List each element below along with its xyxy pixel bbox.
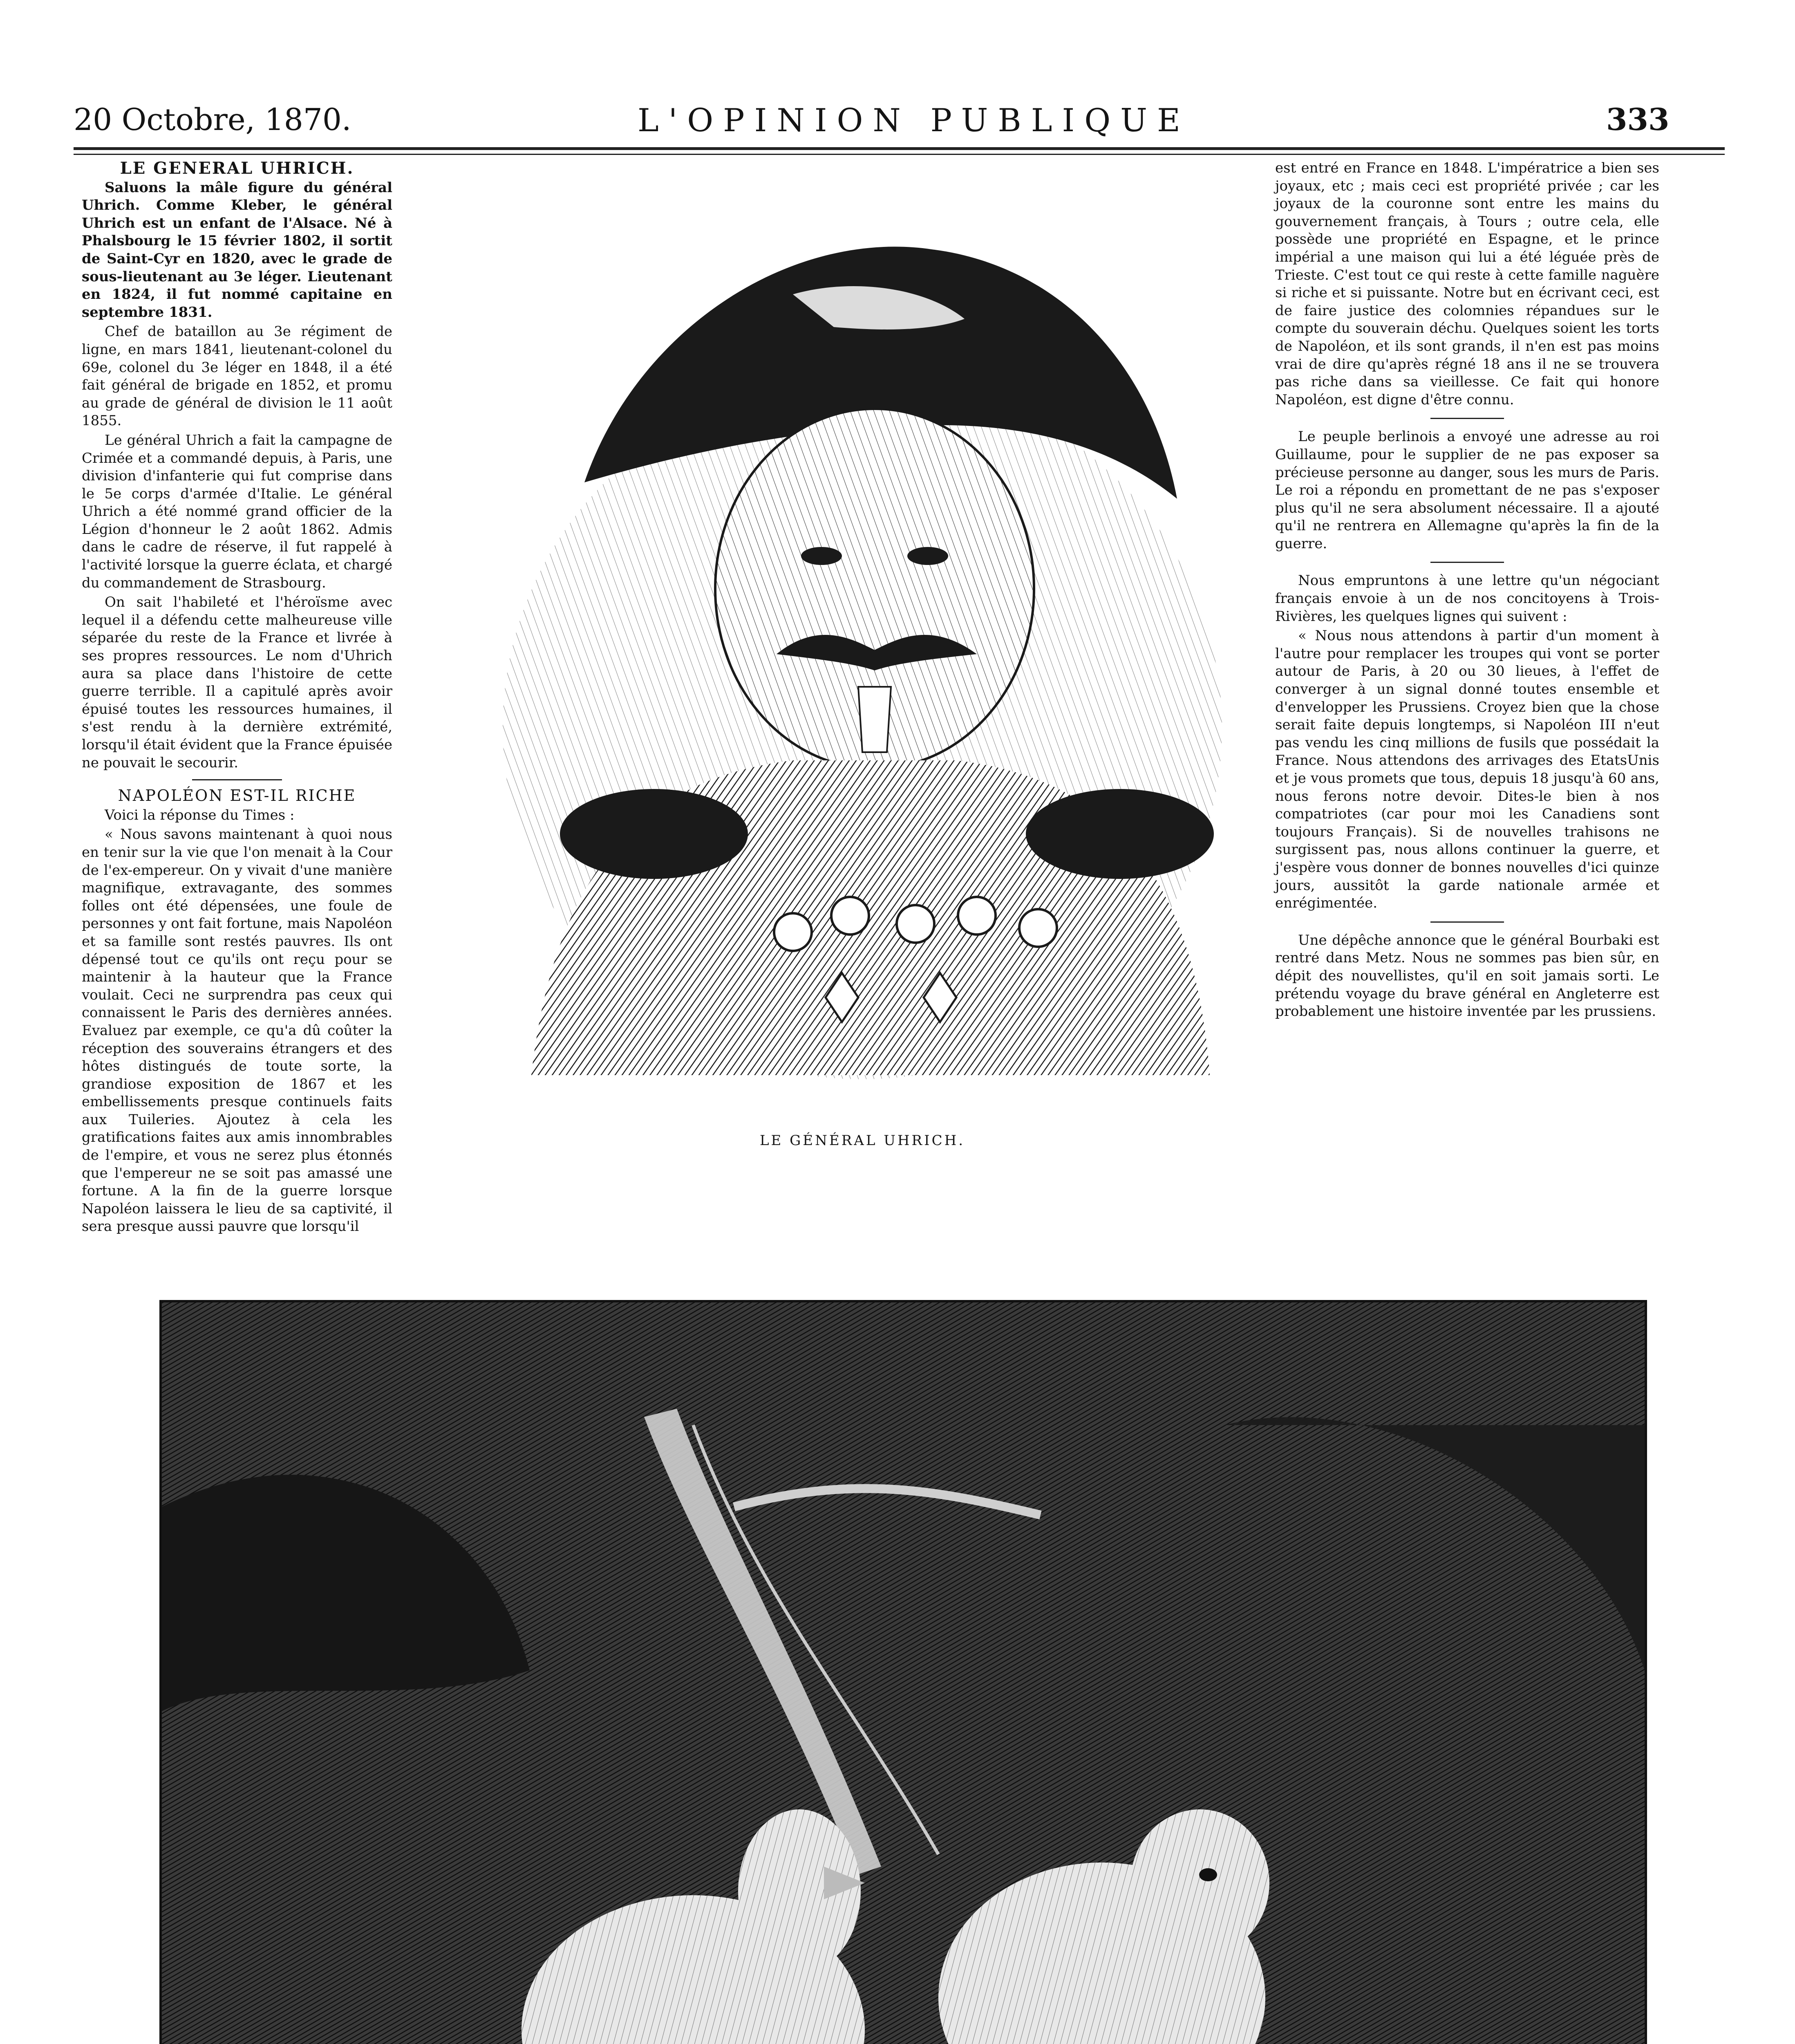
- article-paragraph: Une dépêche annonce que le général Bourbaki est rentré dans Metz. Nous ne sommes pas bien sûr, en dépit des nouvellistes, qu'il en soit jamais sorti. Le prétendu voyage du brave général en Angleterre est probablement une histoire inventée par les prussiens.: [1275, 932, 1659, 1020]
- page-number: 333: [1606, 102, 1670, 137]
- article-paragraph: On sait l'habileté et l'héroïsme avec lequel il a défendu cette malheureuse ville séparée du reste de la France et livrée à ses propres ressources. Le nom d'Uhrich aura sa place dans l'histoire de cette guerre terrible. Il a capitulé après avoir épuisé toutes les ressources humaines, il s'est rendu à la dernière extrémité, lorsqu'il était évident que la France épuisée ne pouvait le secourir.: [82, 594, 392, 771]
- article-quote: « Nous savons maintenant à quoi nous en tenir sur la vie que l'on menait à la Cour de l'ex-empereur. On y vivait d'une manière magnifique, extravagante, des sommes folles ont été dépensées, une foule de personnes y ont fait fortune, mais Napoléon et sa famille sont restés pauvres. Ils ont dépensé tout ce qu'ils ont reçu pour se maintenir à la hauteur que la France voulait. Ceci ne surprendra pas ceux qui connaissent le Paris des dernières années. Evaluez par exemple, ce qu'a dû coûter la réception des souverains étrangers et des hôtes distingués de toute sorte, la grandiose exposition de 1867 et les embellissements presque continuels faits aux Tuileries. Ajoutez à cela les gratifications faites aux amis innombrables de l'empire, et vous ne serez plus étonnés que l'empereur ne se soit pas amassé une fortune. A la fin de la guerre lorsque Napoléon laissera le lieu de sa captivité, il sera presque aussi pauvre que lorsqu'il: [82, 826, 392, 1235]
- section-divider: [1430, 921, 1504, 923]
- article-paragraph: Chef de bataillon au 3e régiment de ligne, en mars 1841, lieutenant-colonel du 69e, colonel du 3e léger en 1848, il a été fait général de brigade en 1852, et promu au grade de général de division le 11 août 1855.: [82, 323, 392, 429]
- masthead-rule: [74, 147, 1725, 150]
- section-divider: [1430, 418, 1504, 419]
- letter-quote: « Nous nous attendons à partir d'un moment à l'autre pour remplacer les troupes qui vont se porter autour de Paris, à 20 ou 30 lieues, à l'effet de converger à un signal donné toutes ensemble et d'envelopper les Prussiens. Croyez bien que la chose serait faite depuis longtemps, si Napoléon III n'eut pas vendu les cinq millions de fusils que possédait la France. Nous attendons des arrivages des EtatsUnis et je vous promets que tous, depuis 18 jusqu'à 60 ans, nous ferons notre devoir. Dites-le bien à nos compatriotes (car pour moi les Canadiens sont toujours Français). Si de nouvelles trahisons ne surgissent pas, nous allons continuer la guerre, et j'espère vous donner de bonnes nouvelles d'ici quinze jours, aussitôt la garde nationale armée et enrégimentée.: [1275, 628, 1659, 912]
- article-paragraph: Le peuple berlinois a envoyé une adresse au roi Guillaume, pour le supplier de ne pas exposer sa précieuse personne au danger, sous les murs de Paris. Le roi a répondu en promettant de ne pas s'exposer plus qu'il ne sera absolument nécessaire. Il a ajouté qu'il ne rentrera en Allemagne qu'après la fin de la guerre.: [1275, 428, 1659, 552]
- right-column: [1275, 159, 1659, 1022]
- portrait-engraving: [482, 196, 1242, 1091]
- article-heading-napoleon: NAPOLÉON EST-IL RICHE: [118, 787, 356, 805]
- article-heading-uhrich: LE GENERAL UHRICH.: [120, 159, 354, 178]
- article-paragraph: Nous empruntons à une lettre qu'un négociant français envoie à un de nos concitoyens à Trois-Rivières, les quelques lignes qui suivent :: [1275, 572, 1659, 625]
- article-paragraph: Voici la réponse du Times :: [105, 807, 295, 823]
- article-paragraph: est entré en France en 1848. L'impératrice a bien ses joyaux, etc ; mais ceci est propriété privée ; car les joyaux de la couronne sont entre les mains du gouvernement français, à Tours ; outre cela, elle possède une propriété en Espagne, et le prince impérial a une maison qui lui a été léguée près de Trieste. C'est tout ce qui reste à cette famille naguère si riche et si puissante. Notre but en écrivant ceci, est de faire justice des colomnies répandues sur le compte du souverain déchu. Quelques soient les torts de Napoléon, et ils sont grands, il n'en est pas moins vrai de dire qu'après régné 18 ans il ne se trouvera pas riche dans sa vieillesse. Ce fait qui honore Napoléon, est digne d'être connu.: [1275, 160, 1659, 408]
- masthead: [0, 0, 1795, 164]
- issue-date: 20 Octobre, 1870.: [74, 102, 351, 137]
- newspaper-title: L'OPINION PUBLIQUE: [638, 102, 1190, 139]
- masthead-rule-thin: [74, 154, 1725, 155]
- section-divider: [1430, 562, 1504, 563]
- left-column: [82, 159, 392, 1237]
- article-paragraph: Saluons la mâle figure du général Uhrich. Comme Kleber, le général Uhrich est un enfant de l'Alsace. Né à Phalsbourg le 15 février 1802, il sortit de Saint-Cyr en 1820, avec le grade de sous-lieutenant au 3e léger. Lieutenant en 1824, il fut nommé capitaine en septembre 1831.: [82, 179, 392, 320]
- section-divider: [192, 779, 282, 780]
- portrait-caption: LE GÉNÉRAL UHRICH.: [759, 1132, 965, 1149]
- ducklings-engraving: [159, 1300, 1647, 2044]
- article-paragraph: Le général Uhrich a fait la campagne de Crimée et a commandé depuis, à Paris, une division d'infanterie qui fut comprise dans le 5e corps d'armée d'Italie. Le général Uhrich a été nommé grand officier de la Légion d'honneur le 2 août 1862. Admis dans le cadre de réserve, il fut rappelé à l'activité lorsque la guerre éclata, et chargé du commandement de Strasbourg.: [82, 432, 392, 591]
